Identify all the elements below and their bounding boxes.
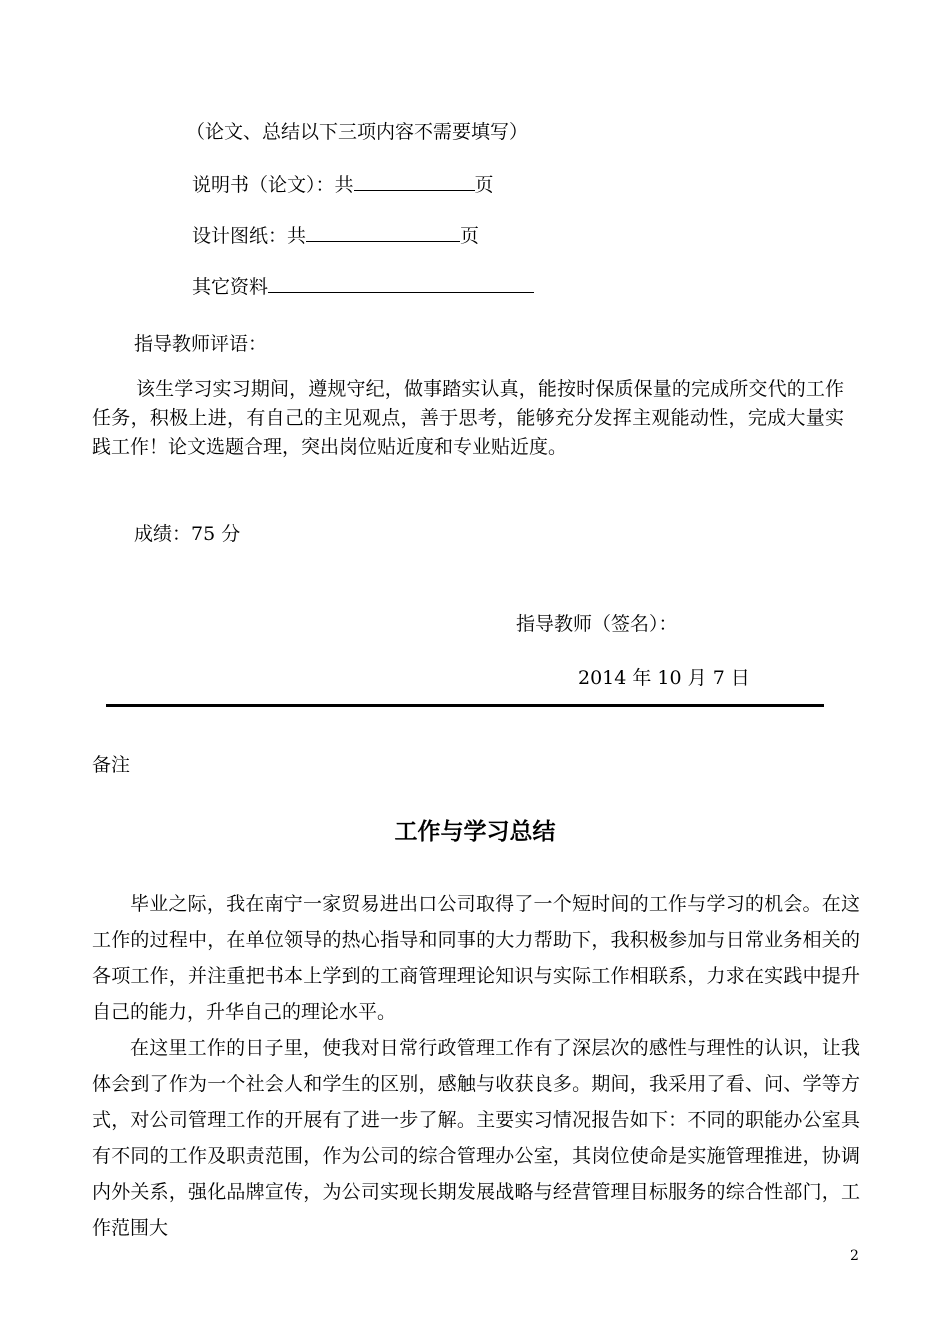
drawings-pages-unit: 页 [460,225,480,247]
grade: 成绩：75 分 [134,523,241,545]
manual-pages-label: 说明书（论文）：共 [192,174,354,196]
summary-paragraph-2: 在这里工作的日子里，使我对日常行政管理工作有了深层次的感性与理性的认识，让我体会到了作为一个社会人和学生的区别，感触与收获良多。期间，我采用了看、问、学等方式，对公司管理工作的开展有了进一步了解。主要实习情况报告如下：不同的职能办公室具有不同的工作及职责范围，作为公司的综合管理办公室，其岗位使命是实施管理推进，协调内外关系，强化品牌宣传，为公司实现长期发展战略与经营管理目标服务的综合性部门，工作范围大 [92,1037,860,1239]
drawings-pages-label: 设计图纸：共 [192,225,307,247]
advisor-signature: 指导教师（签名）： [516,613,678,635]
summary-paragraph-1: 毕业之际，我在南宁一家贸易进出口公司取得了一个短时间的工作与学习的机会。在这工作的过程中，在单位领导的热心指导和同事的大力帮助下，我积极参加与日常业务相关的各项工作，并注重把书本上学到的工商管理理论知识与实际工作相联系，力求在实践中提升自己的能力，升华自己的理论水平。 [92,893,860,1023]
manual-pages-unit: 页 [474,174,494,196]
other-materials-row [192,272,534,299]
drawings-pages-row [192,221,479,248]
section-divider [106,704,824,707]
remarks-label: 备注 [92,754,131,776]
manual-pages-row [192,170,494,197]
drawings-pages-blank [306,221,460,242]
signature-date: 2014 年 10 月 7 日 [578,667,750,689]
other-materials-label: 其它资料 [192,276,269,298]
page-number: 2 [850,1248,859,1264]
summary-body [92,886,860,1246]
comments-text: 该生学习实习期间，遵规守纪，做事踏实认真，能按时保质保量的完成所交代的工作任务，积极上进，有自己的主见观点，善于思考，能够充分发挥主观能动性，完成大量实践工作！论文选题合理，突出岗位贴近度和专业贴近度。 [92,378,844,458]
form-note: （论文、总结以下三项内容不需要填写） [186,121,529,143]
summary-title: 工作与学习总结 [394,819,556,845]
other-materials-blank [268,272,534,293]
comments-heading: 指导教师评语： [134,333,268,355]
manual-pages-blank [354,170,475,191]
